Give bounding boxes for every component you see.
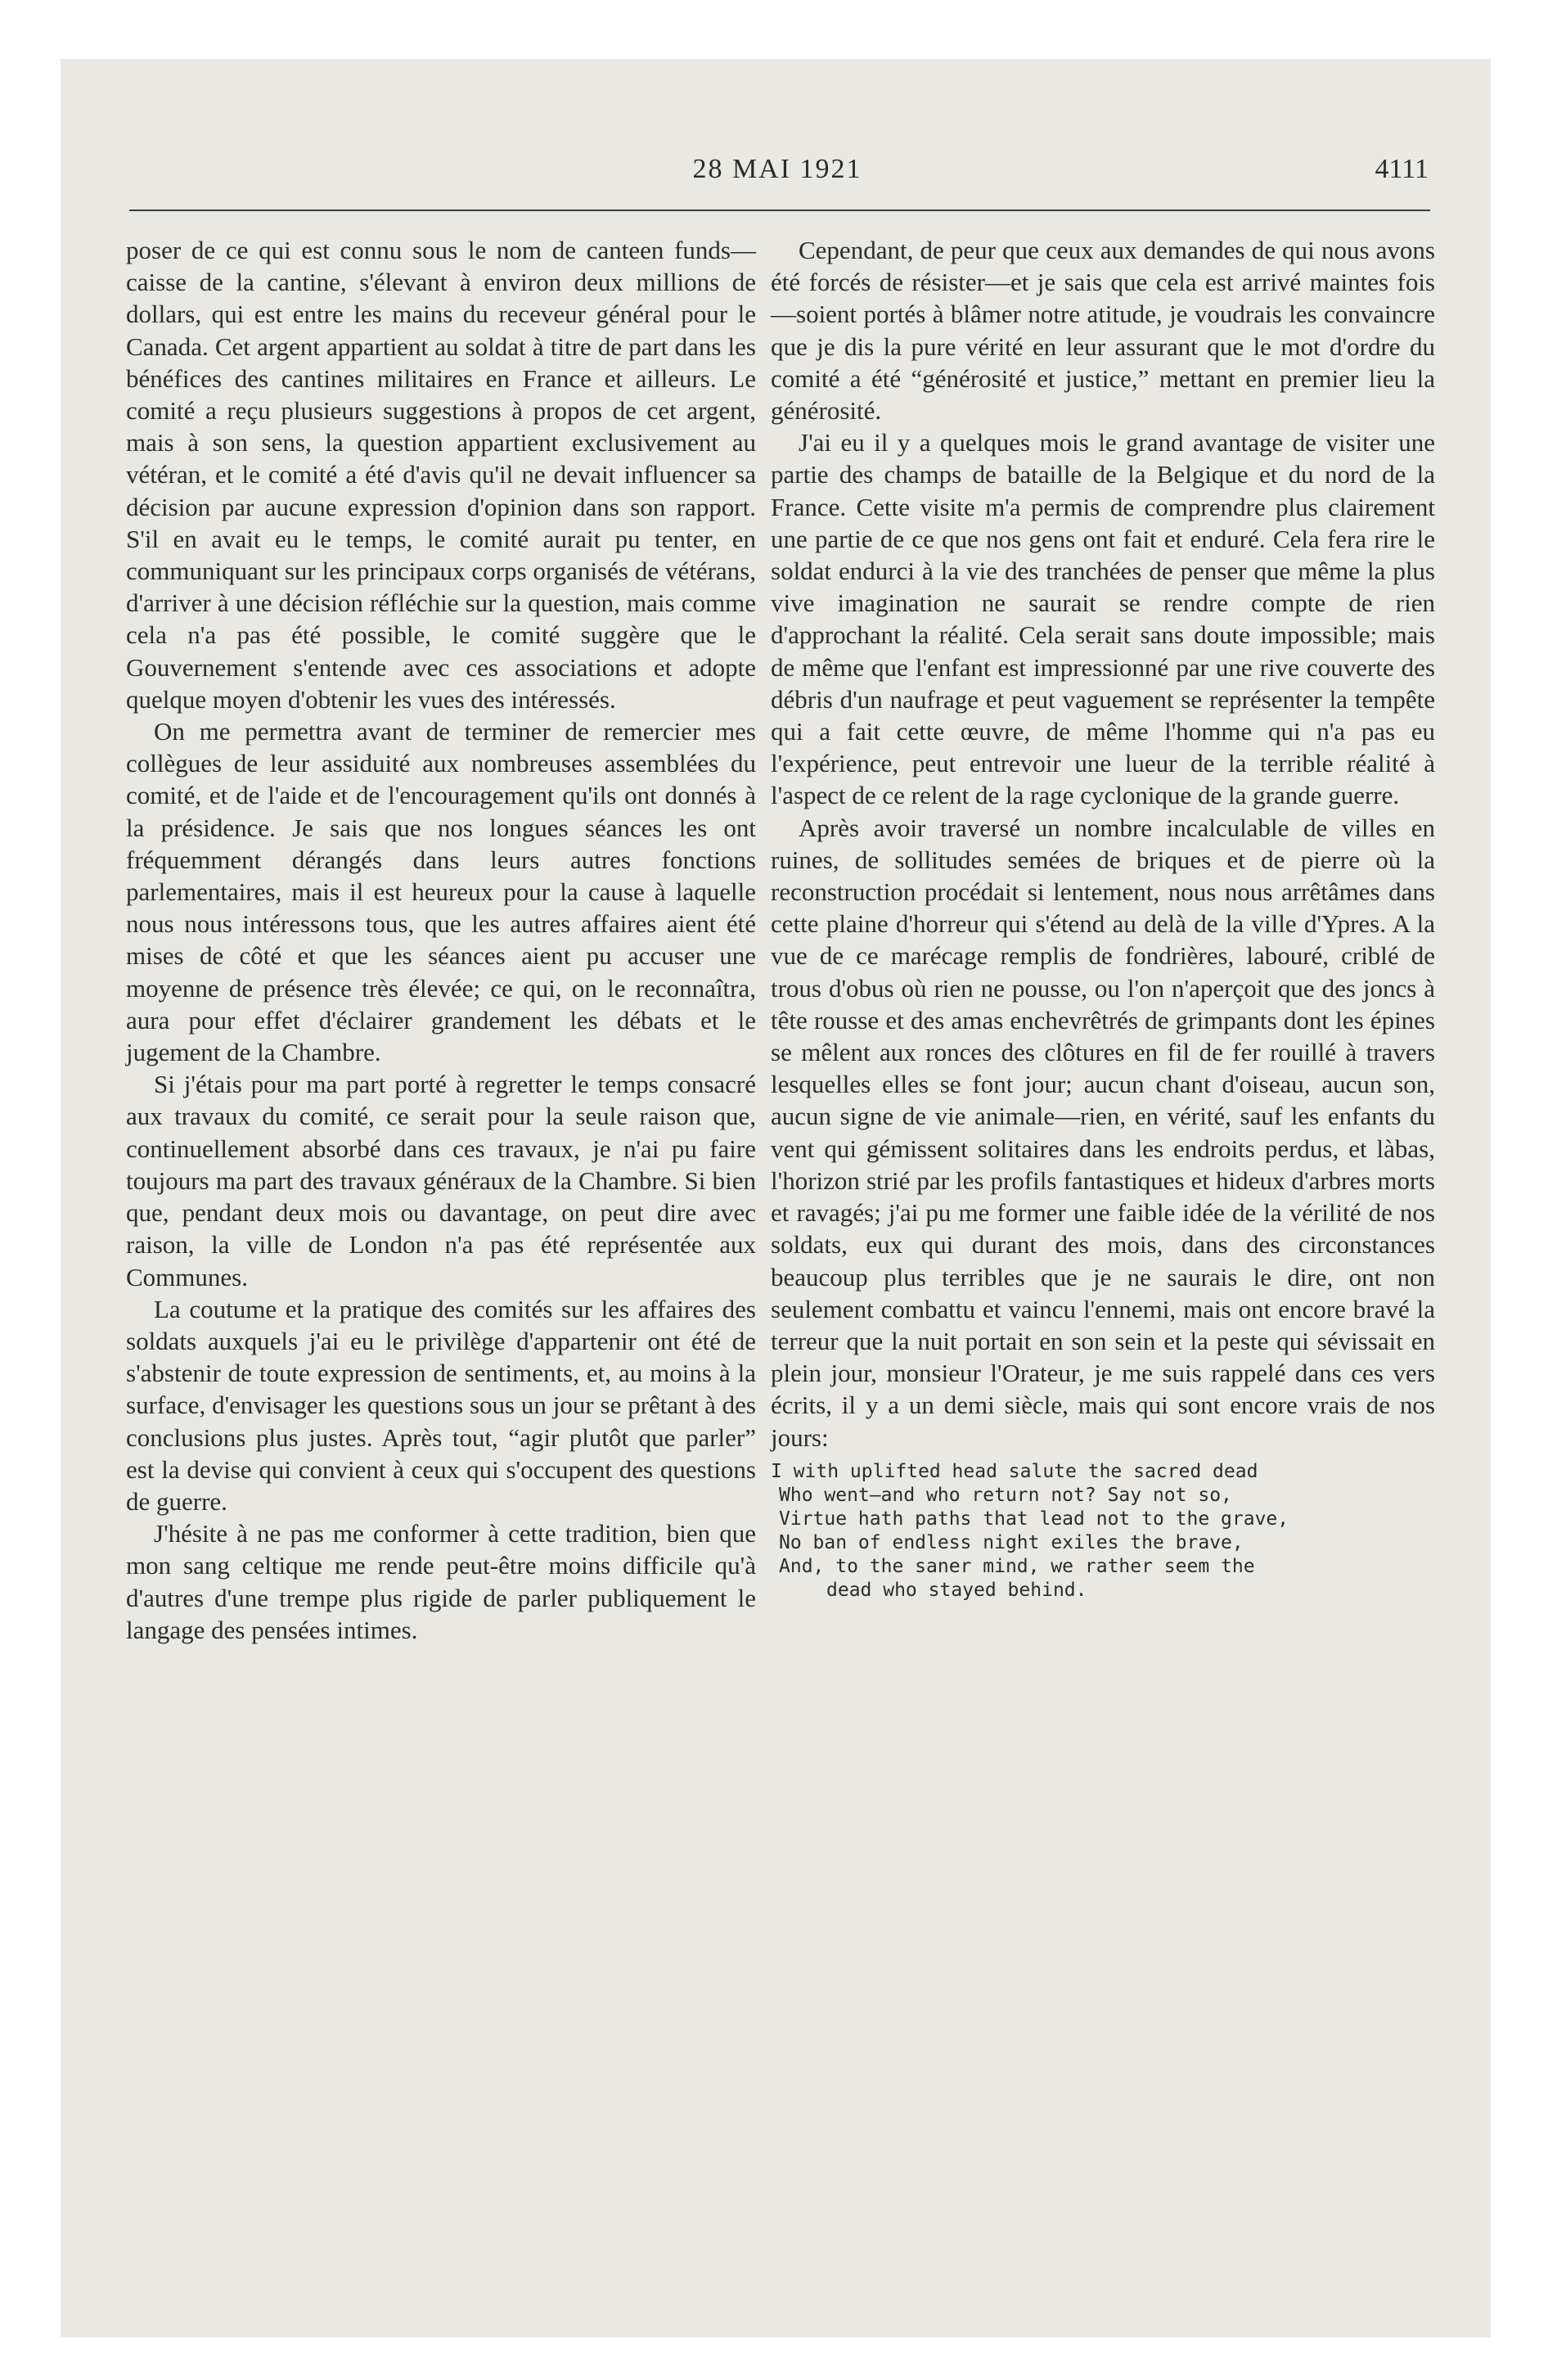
paragraph: La coutume et la pratique des comités sur les affaires des soldats auxquels j'ai eu le privilège d'appartenir ont été de s'abstenir de toute expression de sentiments, et, au moins à la surface, d'envisager les questions sous un jour se prêtant à des conclusions plus justes. Après tout, “agir plutôt que parler” est la devise qui convient à ceux qui s'occupent des questions de guerre. <box>126 1294 756 1516</box>
page-sheet <box>61 59 1491 2337</box>
paragraph: poser de ce qui est connu sous le nom de canteen funds—caisse de la cantine, s'élevant à environ deux millions de dollars, qui est entre les mains du receveur général pour le Canada. Cet argent appartient au soldat à titre de part dans les bénéfices des cantines militaires en France et ailleurs. Le comité a reçu plusieurs suggestions à propos de cet argent, mais à son sens, la question appartient exclusivement au vétéran, et le comité a été d'avis qu'il ne devait influencer sa décision par aucune expression d'opinion dans son rapport. S'il en avait eu le temps, le comité aurait pu tenter, en communiquant sur les principaux corps organisés de vétérans, d'arriver à une décision réfléchie sur la question, mais comme cela n'a pas été possible, le comité suggère que le Gouvernement s'entende avec ces associations et adopte quelque moyen d'obtenir les vues des intéressés. <box>126 236 756 714</box>
poem-line: Who went—and who return not? Say not so, <box>779 1484 1232 1506</box>
paragraph: Cependant, de peur que ceux aux demandes de qui nous avons été forcés de résister—et je sais que cela est arrivé maintes fois—soient portés à blâmer notre atitude, je voudrais les convaincre que je dis la pure vérité en leur assurant que le mot d'ordre du comité a été “générosité et justice,” mettant en premier lieu la générosité. <box>771 236 1435 426</box>
page-number: 4111 <box>1375 154 1429 184</box>
poem-line: I with uplifted head salute the sacred dead <box>771 1460 1258 1482</box>
header-rule <box>129 210 1430 211</box>
left-column <box>126 234 756 1646</box>
poem-quote <box>771 1460 1435 1602</box>
paragraph: On me permettra avant de terminer de remercier mes collègues de leur assiduité aux nombreuses assemblées du comité, et de l'aide et de l'encouragement qu'ils ont donnés à la présidence. Je sais que nos longues séances les ont fréquemment dérangés dans leurs autres fonctions parlementaires, mais il est heureux pour la cause à laquelle nous nous intéressons tous, que les autres affaires aient été mises de côté et que les séances aient pu accuser une moyenne de présence très élevée; ce qui, on le reconnaîtra, aura pour effet d'éclairer grandement les débats et le jugement de la Chambre. <box>126 717 756 1067</box>
paragraph: Après avoir traversé un nombre incalculable de villes en ruines, de sollitudes semées de briques et de pierre où la reconstruction procédait si lentement, nous nous arrêtâmes dans cette plaine d'horreur qui s'étend au delà de la ville d'Ypres. A la vue de ce marécage remplis de fondrières, labouré, criblé de trous d'obus où rien ne pousse, ou l'on n'aperçoit que des joncs à tête rousse et des amas enchevrêtrés de grimpants dont les épines se mêlent aux ronces des clôtures en fil de fer rouillé à travers lesquelles elles se font jour; aucun chant d'oiseau, aucun son, aucun signe de vie animale—rien, en vérité, sauf les enfants du vent qui gémissent solitaires dans les endroits perdus, et làbas, l'horizon strié par les profils fantastiques et hideux d'arbres morts et ravagés; j'ai pu me former une faible idée de la vérilité de nos soldats, eux qui durant des mois, dans des circonstances beaucoup plus terribles que je ne saurais le dire, ont non seulement combattu et vaincu l'ennemi, mais ont encore bravé la terreur que la nuit portait en son sein et la peste qui sévissait en plein jour, monsieur l'Orateur, je me suis rappelé dans ces vers écrits, il y a un demi siècle, mais qui sont encore vrais de nos jours: <box>771 813 1435 1452</box>
paragraph: Si j'étais pour ma part porté à regretter le temps consacré aux travaux du comité, ce serait pour la seule raison que, continuellement absorbé dans ces travaux, je n'ai pu faire toujours ma part des travaux généraux de la Chambre. Si bien que, pendant deux mois ou davantage, on peut dire avec raison, la ville de London n'a pas été représentée aux Communes. <box>126 1070 756 1291</box>
page-header <box>126 59 1429 214</box>
poem-line: dead who stayed behind. <box>826 1579 1087 1601</box>
poem-line: And, to the saner mind, we rather seem the <box>779 1555 1255 1577</box>
paragraph: J'ai eu il y a quelques mois le grand avantage de visiter une partie des champs de bataille de la Belgique et du nord de la France. Cette visite m'a permis de comprendre plus clairement une partie de ce que nos gens ont fait et enduré. Cela fera rire le soldat endurci à la vie des tranchées de penser que même la plus vive imagination ne saurait se rendre compte de rien d'approchant la réalité. Cela serait sans doute impossible; mais de même que l'enfant est impressionné par une rive couverte des débris d'un naufrage et peut vaguement se représenter la tempête qui a fait cette œuvre, de même l'homme qui n'a pas eu l'expérience, peut entrevoir une lueur de la terrible réalité à l'aspect de ce relent de la rage cyclonique de la grande guerre. <box>771 428 1435 810</box>
paragraph: J'hésite à ne pas me conformer à cette tradition, bien que mon sang celtique me rende peut-être moins difficile qu'à d'autres d'une trempe plus rigide de parler publiquement le langage des pensées intimes. <box>126 1519 756 1644</box>
poem-line: Virtue hath paths that lead not to the grave, <box>779 1508 1289 1530</box>
page-date: 28 MAI 1921 <box>692 154 862 184</box>
right-column <box>771 234 1435 1602</box>
poem-line: No ban of endless night exiles the brave, <box>779 1531 1244 1553</box>
